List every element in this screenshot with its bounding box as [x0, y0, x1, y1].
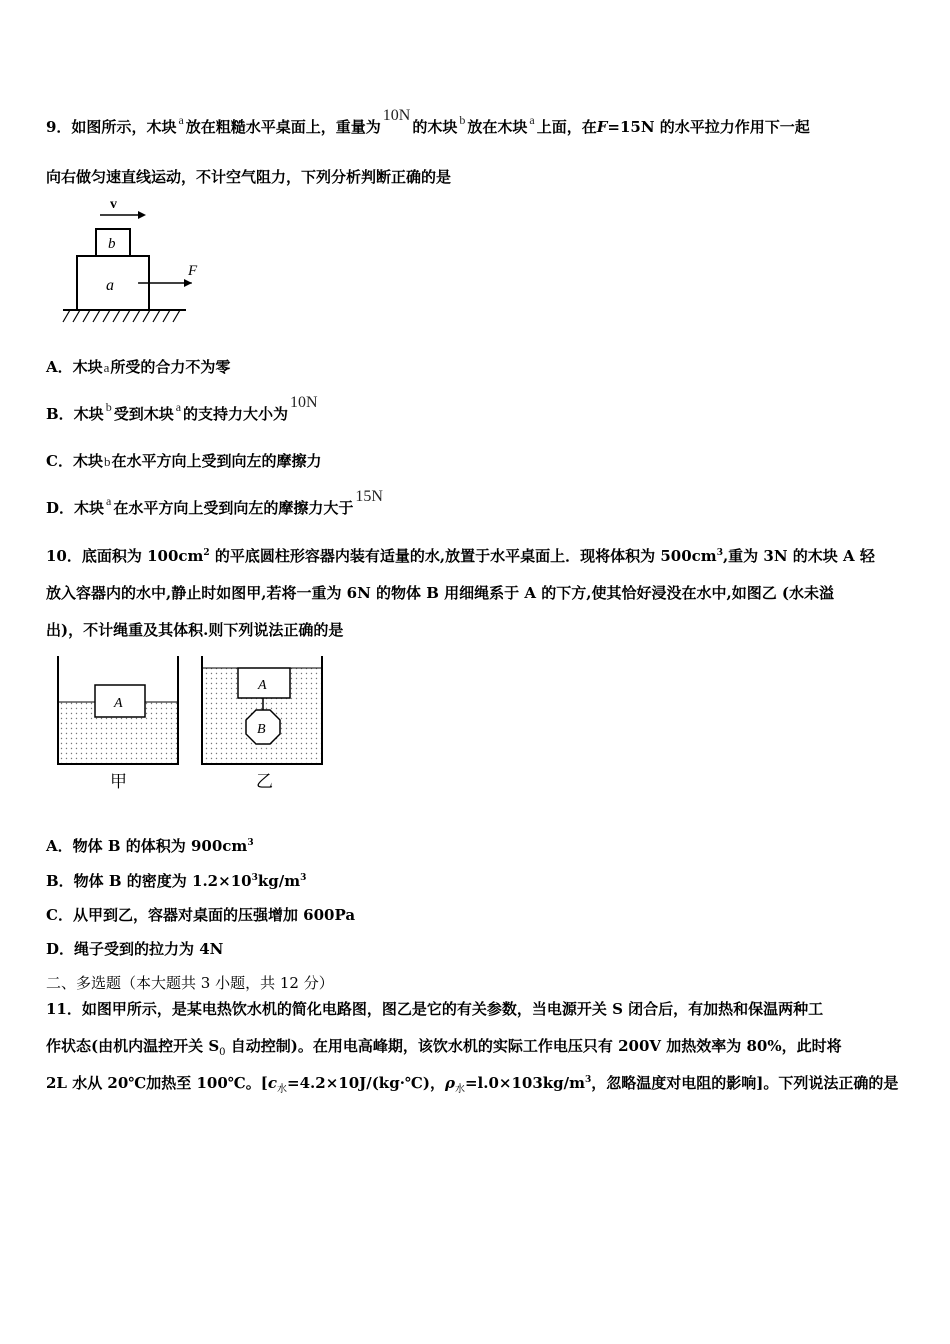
- q9-stem-line2: 向右做匀速直线运动，不计空气阻力，下列分析判断正确的是: [46, 168, 452, 186]
- block-b-label: b: [108, 236, 116, 252]
- option-text: kg/m: [257, 872, 301, 890]
- option-text: 在水平方向上受到向左的摩擦力: [111, 452, 322, 470]
- option-label: A．木块: [46, 358, 103, 376]
- option-text: 的支持力大小为: [183, 405, 289, 423]
- q11-stem-line1: 11．如图甲所示，是某电热饮水机的简化电路图，图乙是它的有关参数，当电源开关 S 闭合后，有加热和保温两种工: [46, 1000, 824, 1018]
- q10-option-b: [46, 870, 904, 891]
- q10-stem-line1: [46, 545, 904, 566]
- block-a-label: a: [106, 277, 114, 294]
- force-label: F: [188, 263, 198, 279]
- q9-text: 上面，在: [536, 118, 597, 136]
- superscript: 3: [247, 838, 254, 848]
- superscript: 3: [251, 873, 258, 883]
- option-text: B．物体 B 的密度为 1.2×10: [46, 872, 252, 890]
- q10-text: ,重为 3N 的木块 A 轻: [722, 547, 875, 565]
- q11-text: 作状态(由机内温控开关 S: [46, 1037, 220, 1055]
- force-symbol: F: [596, 118, 608, 136]
- support-value: 10N: [290, 394, 318, 411]
- figure-jia-label: 甲: [110, 772, 127, 791]
- q10-text: 的平底圆柱形容器内装有适量的水,放置于水平桌面上．现将体积为 500cm: [209, 547, 717, 565]
- q10-option-d: D．绳子受到的拉力为 4N: [46, 940, 224, 958]
- section-heading: 二、多选题（本大题共 3 小题，共 12 分）: [46, 974, 334, 992]
- q9-figure: [58, 195, 198, 330]
- q10-stem-line3: 出)，不计绳重及其体积.则下列说法正确的是: [46, 621, 344, 639]
- specific-heat-symbol: c: [267, 1074, 278, 1092]
- superscript: 2: [203, 548, 210, 558]
- option-label: D．木块: [46, 499, 105, 517]
- var-a: a: [529, 113, 535, 127]
- q9-option-d: [46, 488, 904, 518]
- q9-text: 放在粗糙水平桌面上，重量为: [185, 118, 381, 136]
- superscript: 3: [716, 548, 723, 558]
- figure-yi-label: 乙: [256, 772, 273, 791]
- q10-stem-line2: 放入容器内的水中,静止时如图甲,若将一重为 6N 的物体 B 用细绳系于 A 的下方,使其恰好浸没在水中,如图乙 (水未溢: [46, 584, 835, 602]
- var-a: a: [103, 360, 110, 375]
- q11-stem-line2: [46, 1035, 904, 1058]
- q11-text: ，忽略温度对电阻的影响]。下列说法正确的是: [591, 1074, 899, 1092]
- q10-option-a: [46, 835, 904, 856]
- object-B-label: B: [257, 722, 266, 737]
- ground-hatching: [63, 310, 180, 322]
- subscript: 水: [454, 1084, 465, 1095]
- q10-text: 10．底面积为 100cm: [46, 547, 204, 565]
- option-text: A．物体 B 的体积为 900cm: [46, 837, 248, 855]
- var-b: b: [459, 113, 466, 127]
- superscript: 3: [585, 1075, 592, 1085]
- var-b: b: [105, 400, 112, 414]
- q11-text: =4.2×10J/(kg·℃)，: [287, 1074, 445, 1092]
- fig-v-label: v: [110, 197, 117, 212]
- q11-text: 自动控制)。在用电高峰期，该饮水机的实际工作电压只有 200V 加热效率为 80%，此时将: [225, 1037, 842, 1055]
- option-label: C．木块: [46, 452, 103, 470]
- var-a: a: [175, 400, 182, 414]
- q10-option-c: C．从甲到乙，容器对桌面的压强增加 600Pa: [46, 906, 356, 924]
- q11-stem-line3: [46, 1072, 904, 1095]
- q9-option-a: [46, 356, 904, 377]
- weight-value: 10N: [382, 107, 411, 124]
- q11-text: 2L 水从 20℃加热至 100℃。[: [46, 1074, 268, 1092]
- block-A-label: A: [258, 678, 267, 693]
- density-symbol: ρ: [445, 1074, 455, 1092]
- var-a: a: [106, 494, 112, 508]
- q11-text: =l.0×103kg/m: [464, 1074, 586, 1092]
- var-b: b: [103, 454, 111, 469]
- option-text: 在水平方向上受到向左的摩擦力大于: [113, 499, 354, 517]
- var-a: a: [178, 113, 184, 127]
- q9-text: 放在木块: [467, 118, 528, 136]
- friction-value: 15N: [355, 488, 383, 505]
- q9-text: =15N 的水平拉力作用下一起: [607, 118, 810, 136]
- q9-text: 的木块: [412, 118, 458, 136]
- subscript: 水: [277, 1084, 288, 1095]
- q9-stem-line1: [46, 107, 904, 137]
- q9-number: 9．如图所示，木块: [46, 118, 177, 136]
- option-text: 受到木块: [113, 405, 174, 423]
- q10-figure: [50, 652, 330, 797]
- superscript: 3: [300, 873, 307, 883]
- option-label: B．木块: [46, 405, 104, 423]
- q9-option-c: [46, 450, 904, 471]
- q9-option-b: [46, 394, 904, 424]
- block-A-label: A: [114, 696, 123, 711]
- option-text: 所受的合力不为零: [110, 358, 231, 376]
- subscript: 0: [219, 1047, 226, 1058]
